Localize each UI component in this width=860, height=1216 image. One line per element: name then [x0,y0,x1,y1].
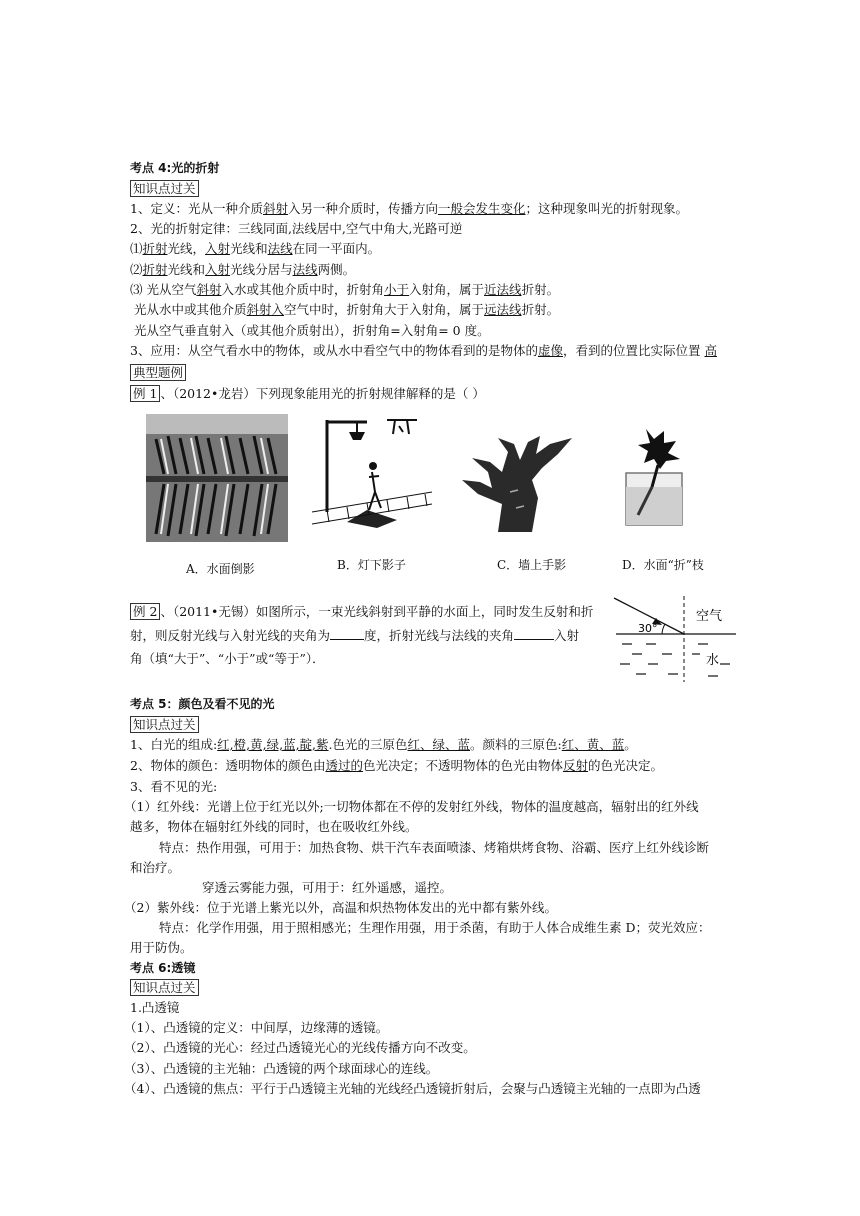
s4-line-1: 1、定义：光从一种介质斜射入另一种介质时，传播方向一般会发生变化；这种现象叫光的折射现象。 [130,201,689,216]
s4-line-7: 光从空气垂直射入（或其他介质射出），折射角=入射角= 0 度。 [134,323,490,338]
s4-line-8: 3、应用：从空气看水中的物体，或从水中看空气中的物体看到的是物体的虚像，看到的位置比实际位置 高 [130,343,717,358]
answer-blank-2[interactable] [514,627,554,640]
option-a: A．水面倒影 [186,562,255,576]
example-2-line-3: 角（填“大于”、“小于”或“等于”）． [130,651,325,666]
s4-line-4: ⑵折射光线和入射光线分居与法线两侧。 [130,262,356,277]
zebra-reflection-image [146,414,288,542]
s5-line-10: 特点：化学作用强，用于照相感光；生理作用强，用于杀菌，有助于人体合成维生素 D；荧光效应： [159,920,711,935]
air-label: 空气 [696,609,723,624]
s6-line-5: （4）、凸透镜的焦点：平行于凸透镜主光轴的光线经凸透镜折射后，会聚与凸透镜主光轴的一点即为凸透 [124,1081,701,1096]
s5-line-1: 1、白光的组成:红,橙,黄,绿,蓝,靛,紫.色光的三原色红、绿、蓝。颜料的三原色:红、黄、蓝。 [130,737,637,752]
option-b: B．灯下影子 [337,558,406,572]
s4-line-5: ⑶ 光从空气斜射入水或其他介质中时，折射角小于入射角，属于近法线折射。 [130,282,560,297]
refraction-diagram [608,592,740,686]
option-c: C．墙上手影 [497,558,567,572]
s6-line-1: 1.凸透镜 [130,1000,180,1015]
s5-line-5: 越多，物体在辐射红外线的同时，也在吸收红外线。 [130,819,418,834]
s4-line-6: 光从水中或其他介质斜射入空气中时，折射角大于入射角，属于远法线折射。 [134,302,560,317]
bent-stick-image [620,425,690,529]
example-1-question: 例 1 、（2012•龙岩）下列现象能用光的折射规律解释的是（ ） [130,385,485,402]
s4-line-2: 2、光的折射定律：三线同面,法线居中,空气中角大,光路可逆 [130,221,463,236]
hand-shadow-image [458,432,576,536]
s5-line-8: 穿透云雾能力强，可用于：红外遥感，遥控。 [202,880,453,895]
section-6-title: 考点 6:透镜 [130,961,196,975]
s6-line-4: （3）、凸透镜的主光轴：凸透镜的两个球面球心的连线。 [124,1061,439,1076]
angle-arc [662,624,665,634]
lamp-shadow-image [307,412,435,532]
section-5-title: 考点 5：颜色及看不见的光 [130,697,275,711]
s5-line-9: （2）紫外线：位于光谱上紫光以外，高温和炽热物体发出的光中都有紫外线。 [124,900,557,915]
s5-line-11: 用于防伪。 [130,940,193,955]
s5-line-4: （1）红外线：光谱上位于红光以外;一切物体都在不停的发射红外线，物体的温度越高，辐射出的红外线 [124,799,699,814]
s4-line-3: ⑴折射光线，入射光线和法线在同一平面内。 [130,241,381,256]
section-4-title: 考点 4:光的折射 [130,161,220,175]
example-2-line-1: 例 2 、（2011•无锡）如图所示，一束光线斜射到平静的水面上，同时发生反射和折 [130,603,593,620]
example-2-line-2: 射，则反射光线与入射光线的夹角为 度，折射光线与法线的夹角 入射 [130,628,580,643]
water-label: 水 [706,653,720,668]
section-4-tag-examples: 典型题例 [130,364,186,381]
s5-line-3: 3、看不见的光: [130,779,218,794]
section-5-tag: 知识点过关 [130,716,199,733]
s5-line-6: 特点：热作用强，可用于：加热食物、烘干汽车表面喷漆、烤箱烘烤食物、浴霸、医疗上红外线诊断 [159,840,710,855]
s5-line-2: 2、物体的颜色：透明物体的颜色由透过的色光决定；不透明物体的色光由物体反射的色光决定。 [130,758,664,773]
section-4-tag: 知识点过关 [130,180,199,197]
section-6-tag: 知识点过关 [130,979,199,996]
s6-line-2: （1）、凸透镜的定义：中间厚，边缘薄的透镜。 [124,1020,389,1035]
angle-label: 30° [638,622,658,635]
option-d: D．水面“折”枝 [622,558,704,572]
s6-line-3: （2）、凸透镜的光心：经过凸透镜光心的光线传播方向不改变。 [124,1040,476,1055]
s5-line-7: 和治疗。 [130,860,181,875]
answer-blank-1[interactable] [330,627,364,640]
